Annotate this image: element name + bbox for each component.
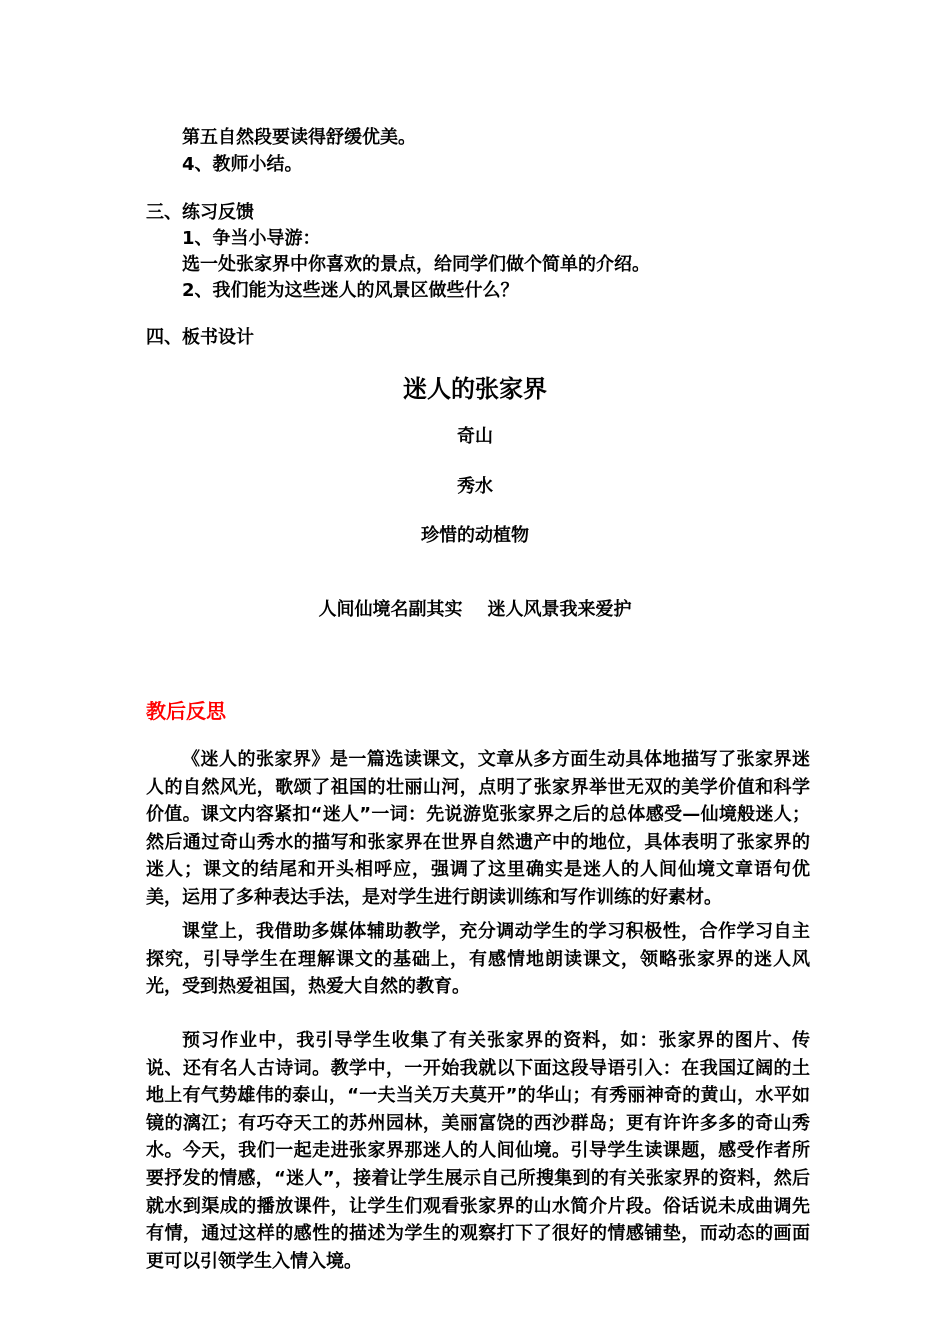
board-title: 迷人的张家界 (403, 375, 547, 403)
reflection-paragraph: 《迷人的张家界》是一篇选读课文，文章从多方面生动具体地描写了张家界迷人的自然风光，歌颂了祖国的壮丽山河，点明了张家界举世无双的美学价值和科学价值。课文内容紧扣“迷人”一词：先说游览张家界之后的总体感受—仙境般迷人；然后通过奇山秀水的描写和张家界在世界自然遗产中的地位，具体表明了张家界的迷人；课文的结尾和开头相呼应，强调了这里确实是迷人的人间仙境文章语句优美，运用了多种表达手法，是对学生进行朗读训练和写作训练的好素材。 (146, 749, 810, 908)
board-item: 奇山 (457, 426, 493, 447)
board-item: 秀水 (457, 476, 493, 497)
reflection-paragraph: 预习作业中，我引导学生收集了有关张家界的资料，如：张家界的图片、传说、还有名人古诗词。教学中，一开始我就以下面这段导语引入：在我国辽阔的土地上有气势雄伟的泰山，“一夫当关万夫莫开”的华山；有秀丽神奇的黄山，水平如镜的漓江；有巧夺天工的苏州园林，美丽富饶的西沙群岛；更有许许多多的奇山秀水。今天，我们一起走进张家界那迷人的人间仙境。引导学生读课题，感受作者所要抒发的情感，“迷人”，接着让学生展示自己所搜集到的有关张家界的资料，然后就水到渠成的播放课件，让学生们观看张家界的山水简介片段。俗话说未成曲调先有情，通过这样的感性的描述为学生的观察打下了很好的情感铺垫，而动态的画面更可以引领学生入情入境。 (146, 1030, 810, 1272)
exercise-item: 2、我们能为这些迷人的风景区做些什么？ (182, 280, 519, 301)
lesson-line: 第五自然段要读得舒缓优美。 (182, 127, 416, 148)
board-item: 珍惜的动植物 (421, 525, 529, 546)
board-summary: 人间仙境名副其实 迷人风景我来爱护 (318, 599, 632, 620)
lesson-line: 4、教师小结。 (182, 154, 303, 175)
section-heading: 三、练习反馈 (146, 202, 254, 223)
reflection-heading: 教后反思 (146, 699, 226, 723)
exercise-item: 1、争当小导游： (182, 228, 321, 249)
exercise-detail: 选一处张家界中你喜欢的景点，给同学们做个简单的介绍。 (182, 254, 650, 275)
reflection-paragraph: 课堂上，我借助多媒体辅助教学，充分调动学生的学习积极性，合作学习自主探究，引导学生在理解课文的基础上，有感情地朗读课文，领略张家界的迷人风光，受到热爱祖国，热爱大自然的教育。 (146, 921, 810, 998)
section-heading: 四、板书设计 (146, 327, 254, 348)
